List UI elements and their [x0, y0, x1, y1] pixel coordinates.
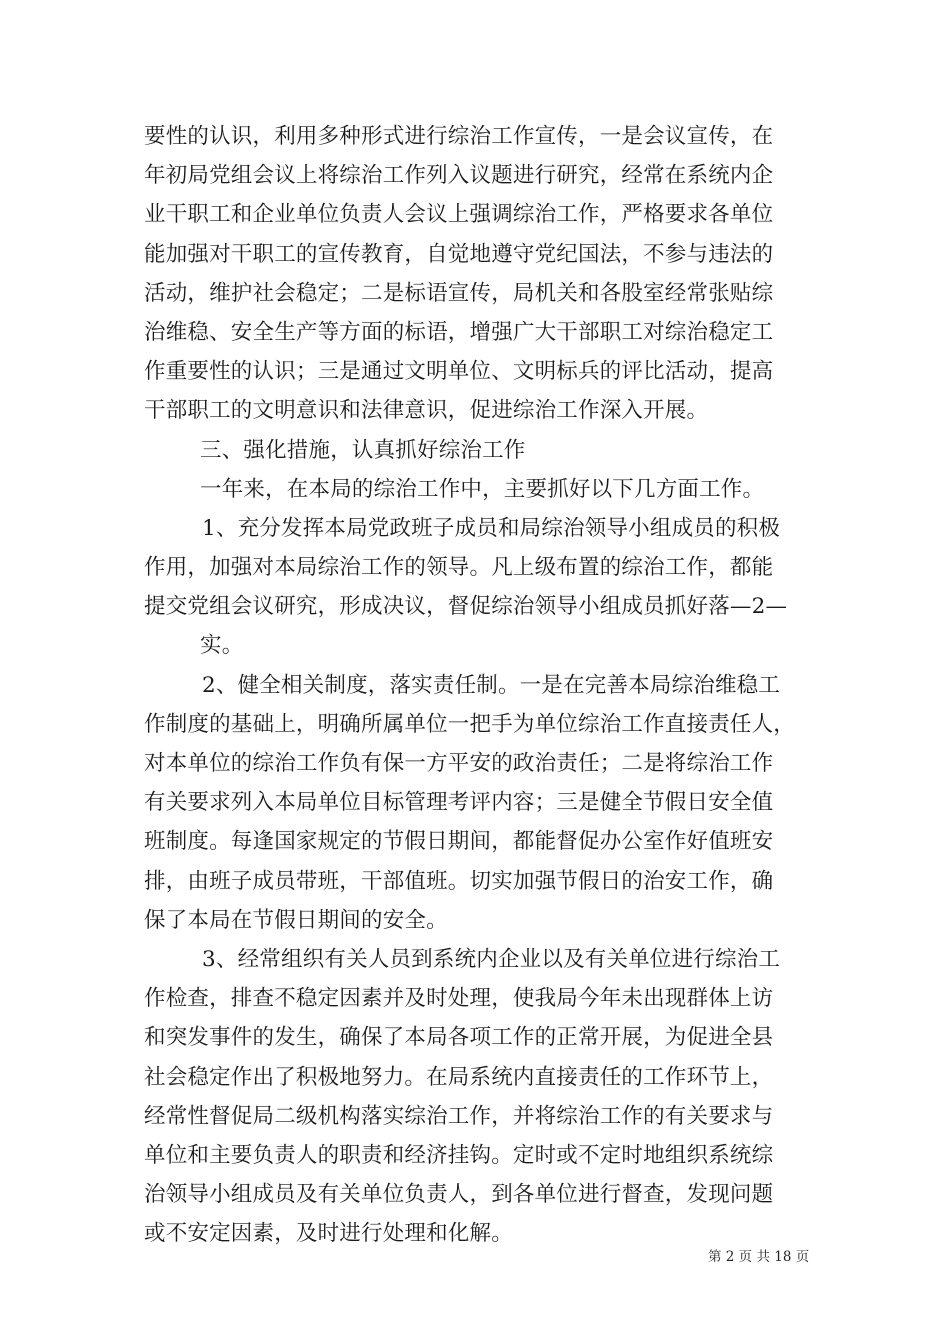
text-line: 作用，加强对本局综治工作的领导。凡上级布置的综治工作，都能 [144, 555, 774, 581]
text-line: 作重要性的认识；三是通过文明单位、文明标兵的评比活动，提高 [144, 359, 774, 385]
text-line: 能加强对干职工的宣传教育，自觉地遵守党纪国法，不参与违法的 [144, 241, 774, 267]
text-line: 治领导小组成员及有关单位负责人，到各单位进行督查，发现问题 [144, 1182, 774, 1208]
text-line: 保了本局在节假日期间的安全。 [144, 907, 448, 933]
text-line: 2、健全相关制度，落实责任制。一是在完善本局综治维稳工 [202, 672, 781, 698]
text-line: 班制度。每逢国家规定的节假日期间，都能督促办公室作好值班安 [144, 829, 774, 855]
page-number-footer: 第 2 页 共 18 页 [708, 1249, 810, 1265]
text-line: 干部职工的文明意识和法律意识，促进综治工作深入开展。 [144, 398, 709, 424]
text-line: 和突发事件的发生，确保了本局各项工作的正常开展，为促进全县 [144, 1025, 774, 1051]
text-line: 一年来，在本局的综治工作中，主要抓好以下几方面工作。 [200, 476, 765, 502]
text-line: 治维稳、安全生产等方面的标语，增强广大干部职工对综治稳定工 [144, 319, 774, 345]
text-line: 业干职工和企业单位负责人会议上强调综治工作，严格要求各单位 [144, 202, 774, 228]
text-line: 经常性督促局二级机构落实综治工作，并将综治工作的有关要求与 [144, 1103, 774, 1129]
text-line: 实。 [200, 633, 244, 659]
section-heading: 三、强化措施，认真抓好综治工作 [200, 437, 526, 463]
text-line: 活动，维护社会稳定；二是标语宣传，局机关和各股室经常张贴综 [144, 280, 774, 306]
text-line: 单位和主要负责人的职责和经济挂钩。定时或不定时地组织系统综 [144, 1142, 774, 1168]
text-line: 作制度的基础上，明确所属单位一把手为单位综治工作直接责任人， [144, 711, 796, 737]
text-line: 或不安定因素，及时进行处理和化解。 [144, 1221, 513, 1247]
text-line: 作检查，排查不稳定因素并及时处理，使我局今年未出现群体上访 [144, 986, 774, 1012]
text-line: 1、充分发挥本局党政班子成员和局综治领导小组成员的积极 [202, 515, 781, 541]
text-line: 有关要求列入本局单位目标管理考评内容；三是健全节假日安全值 [144, 790, 774, 816]
text-line: 排，由班子成员带班，干部值班。切实加强节假日的治安工作，确 [144, 868, 774, 894]
text-line: 要性的认识，利用多种形式进行综治工作宣传，一是会议宣传，在 [144, 124, 774, 149]
body-text [144, 117, 814, 1253]
text-line: 3、经常组织有关人员到系统内企业以及有关单位进行综治工 [202, 946, 781, 972]
text-line: 提交党组会议研究，形成决议，督促综治领导小组成员抓好落—2— [144, 594, 788, 620]
text-line: 年初局党组会议上将综治工作列入议题进行研究，经常在系统内企 [144, 163, 774, 189]
text-line: 对本单位的综治工作负有保一方平安的政治责任；二是将综治工作 [144, 751, 774, 776]
text-line: 社会稳定作出了积极地努力。在局系统内直接责任的工作环节上， [144, 1064, 774, 1090]
